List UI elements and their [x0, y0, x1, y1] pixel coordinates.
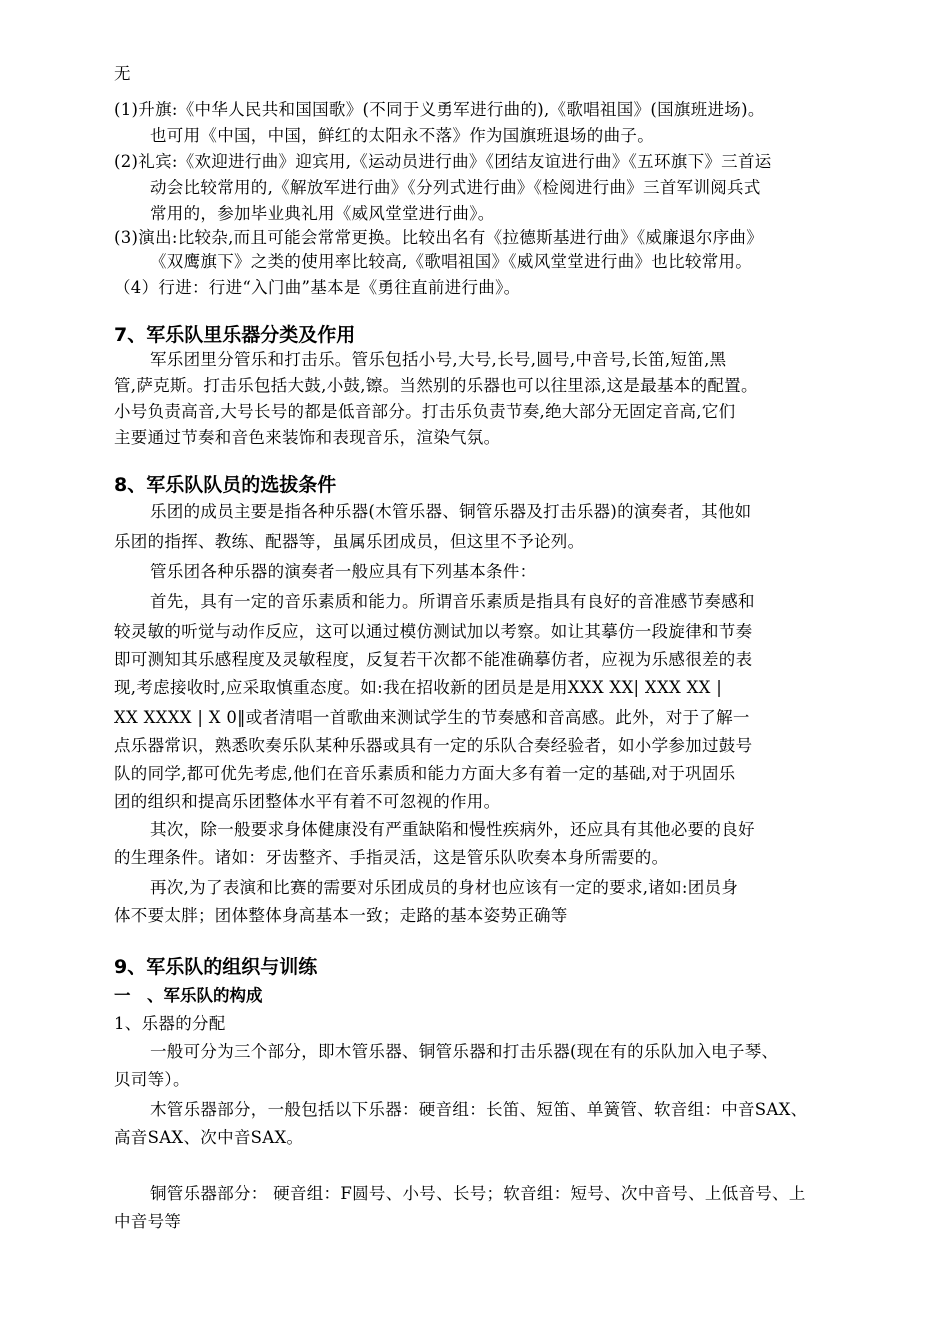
paragraph-line: （4）行进：行进“入门曲”基本是《勇往直前进行曲》。 — [114, 278, 521, 297]
subsection-heading: 一 、军乐队的构成 — [114, 986, 263, 1005]
paragraph-line: 中音号等 — [114, 1212, 182, 1231]
paragraph-line: 主要通过节奏和音色来装饰和表现音乐，渲染气氛。 — [114, 428, 501, 447]
paragraph-line: 体不要太胖；团体整体身高基本一致；走路的基本姿势正确等 — [114, 906, 568, 925]
paragraph-line: 乐团的成员主要是指各种乐器(木管乐器、铜管乐器及打击乐器)的演奏者，其他如 — [150, 502, 752, 521]
paragraph-line: 小号负责高音,大号长号的都是低音部分。打击乐负责节奏,绝大部分无固定音高,它们 — [114, 402, 736, 421]
section-heading: 8、军乐队队员的选拔条件 — [114, 474, 337, 496]
paragraph-line: 的生理条件。诸如：牙齿整齐、手指灵活，这是管乐队吹奏本身所需要的。 — [114, 848, 669, 867]
top-note: 无 — [114, 64, 131, 83]
paragraph-line: 高音SAX、次中音SAX。 — [114, 1128, 304, 1147]
paragraph-line: 较灵敏的听觉与动作反应，这可以通过模仿测试加以考察。如让其摹仿一段旋律和节奏 — [114, 622, 753, 641]
paragraph-line: 一般可分为三个部分，即木管乐器、铜管乐器和打击乐器(现在有的乐队加入电子琴、 — [150, 1042, 779, 1061]
paragraph-line: (1)升旗:《中华人民共和国国歌》(不同于义勇军进行曲的),《歌唱祖国》(国旗班进场)。 — [114, 100, 765, 119]
section-heading: 9、军乐队的组织与训练 — [114, 956, 318, 978]
paragraph-line: 动会比较常用的,《解放军进行曲》《分列式进行曲》《检阅进行曲》三首军训阅兵式 — [150, 178, 761, 197]
paragraph-line: 乐团的指挥、教练、配器等，虽属乐团成员，但这里不予论列。 — [114, 532, 585, 551]
paragraph-line: 管,萨克斯。打击乐包括大鼓,小鼓,镲。当然别的乐器也可以往里添,这是最基本的配置。 — [114, 376, 758, 395]
paragraph-line: 首先，具有一定的音乐素质和能力。所谓音乐素质是指具有良好的音准感节奏感和 — [150, 592, 755, 611]
paragraph-line: (2)礼宾:《欢迎进行曲》迎宾用,《运动员进行曲》《团结友谊进行曲》《五环旗下》三首运 — [114, 152, 772, 171]
paragraph-line: 军乐团里分管乐和打击乐。管乐包括小号,大号,长号,圆号,中音号,长笛,短笛,黑 — [150, 350, 727, 369]
paragraph-line: 其次，除一般要求身体健康没有严重缺陷和慢性疾病外，还应具有其他必要的良好 — [150, 820, 755, 839]
paragraph-line: 队的同学,都可优先考虑,他们在音乐素质和能力方面大多有着一定的基础,对于巩固乐 — [114, 764, 736, 783]
paragraph-line: XX XXXX | X 0‖或者清唱一首歌曲来测试学生的节奏感和音高感。此外，对于了解一 — [114, 708, 750, 727]
paragraph-line: 即可测知其乐感程度及灵敏程度，反复若干次都不能准确摹仿者，应视为乐感很差的表 — [114, 650, 753, 669]
section-heading: 7、军乐队里乐器分类及作用 — [114, 324, 356, 346]
paragraph-line: 点乐器常识，熟悉吹奏乐队某种乐器或具有一定的乐队合奏经验者，如小学参加过鼓号 — [114, 736, 753, 755]
paragraph-line: 木管乐器部分，一般包括以下乐器：硬音组：长笛、短笛、单簧管、软音组：中音SAX、 — [150, 1100, 808, 1119]
paragraph-line: 再次,为了表演和比赛的需要对乐团成员的身材也应该有一定的要求,诸如:团员身 — [150, 878, 739, 897]
paragraph-line: (3)演出:比较杂,而且可能会常常更换。比较出名有《拉德斯基进行曲》《威廉退尔序曲》 — [114, 228, 764, 247]
paragraph-line: 贝司等）。 — [114, 1070, 190, 1089]
paragraph-line: 现,考虑接收时,应采取慎重态度。如:我在招收新的团员是是用XXX XX| XXX XX | — [114, 678, 723, 697]
paragraph-line: 团的组织和提高乐团整体水平有着不可忽视的作用。 — [114, 792, 501, 811]
paragraph-line: 铜管乐器部分： 硬音组：F圆号、小号、长号；软音组：短号、次中音号、上低音号、上 — [150, 1184, 806, 1203]
subsection-title: 1、乐器的分配 — [114, 1014, 226, 1033]
paragraph-line: 《双鹰旗下》之类的使用率比较高,《歌唱祖国》《威风堂堂进行曲》也比较常用。 — [150, 252, 753, 271]
paragraph-line: 管乐团各种乐器的演奏者一般应具有下列基本条件： — [150, 562, 537, 581]
paragraph-line: 也可用《中国，中国，鲜红的太阳永不落》作为国旗班退场的曲子。 — [150, 126, 654, 145]
paragraph-line: 常用的，参加毕业典礼用《威风堂堂进行曲》。 — [150, 204, 495, 223]
